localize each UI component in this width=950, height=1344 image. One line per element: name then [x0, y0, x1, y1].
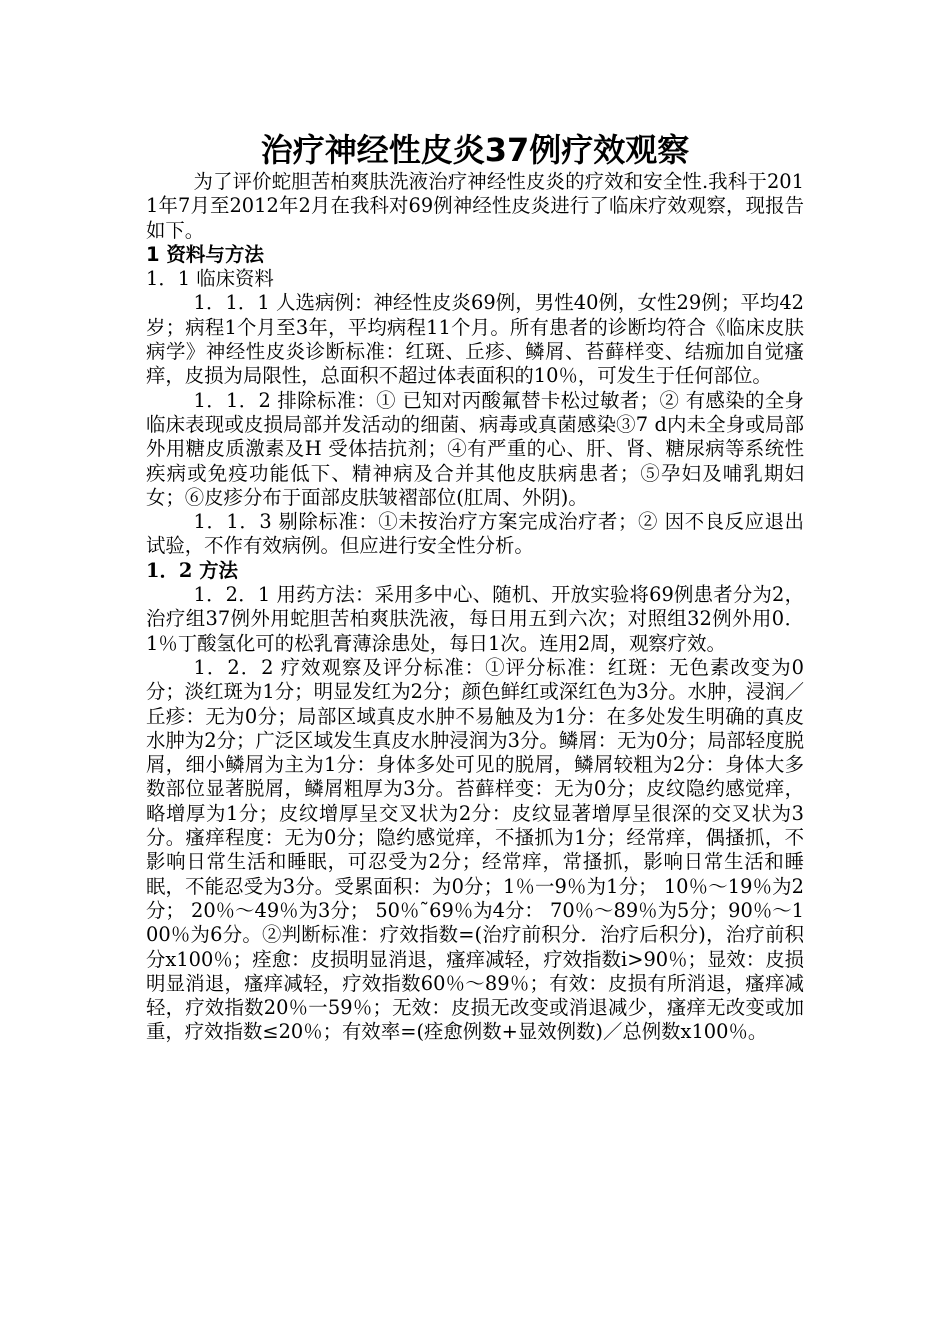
- intro-paragraph: 为了评价蛇胆苦柏爽肤洗液治疗神经性皮炎的疗效和安全性.我科于2011年7月至2012年2月在我科对69例神经性皮炎进行了临床疗效观察，现报告如下。: [146, 170, 804, 242]
- subsection-heading-clinical-data: 1．1 临床资料: [146, 267, 274, 291]
- paragraph-inclusion-cases: 1．1．1 人选病例：神经性皮炎69例，男性40例，女性29例；平均42岁；病程1个月至3年，平均病程11个月。所有患者的诊断均符合《临床皮肤病学》神经性皮炎诊断标准：红斑、丘疹、鳞屑、苔藓样变、结痂加自觉瘙痒，皮损为局限性，总面积不超过体表面积的10％，可发生于任何部位。: [146, 291, 804, 388]
- document-title: 治疗神经性皮炎37例疗效观察: [260, 131, 690, 169]
- paragraph-removal-criteria: 1．1．3 剔除标准：①未按治疗方案完成治疗者；② 因不良反应退出试验，不作有效病例。但应进行安全性分析。: [146, 510, 804, 558]
- section-heading-materials-methods: 1 资料与方法: [146, 242, 264, 266]
- paragraph-efficacy-scoring: 1．2．2 疗效观察及评分标准：①评分标准：红斑：无色素改变为0分；淡红斑为1分；明显发红为2分；颜色鲜红或深红色为3分。水肿，浸润／丘疹：无为0分；局部区域真皮水肿不易触及为1分：在多处发生明确的真皮水肿为2分；广泛区域发生真皮水肿浸润为3分。鳞屑：无为0分；局部轻度脱屑，细小鳞屑为主为1分：身体多处可见的脱屑，鳞屑较粗为2分：身体大多数部位显著脱屑，鳞屑粗厚为3分。苔藓样变：无为0分；皮纹隐约感觉痒，略增厚为1分；皮纹增厚呈交叉状为2分：皮纹显著增厚呈很深的交叉状为3分。瘙痒程度：无为0分；隐约感觉痒，不搔抓为1分；经常痒，偶搔抓，不影响日常生活和睡眠，可忍受为2分；经常痒，常搔抓，影响日常生活和睡眠，不能忍受为3分。受累面积：为0分；1％一9％为1分； 10％～19％为2分； 20％～49％为3分； 50％˜69％为4分： 70％～89％为5分；90％～100％为6分。②判断标准：疗效指数=(治疗前积分．治疗后积分)，治疗前积分x100％；痊愈：皮损明显消退，瘙痒减轻，疗效指数i>90％；显效：皮损明显消退，瘙痒减轻，疗效指数60％～89％；有效：皮损有所消退，瘙痒减轻，疗效指数20％一59％；无效：皮损无改变或消退减少，瘙痒无改变或加重，疗效指数≤20％；有效率=(痊愈例数+显效例数)／总例数x100％。: [146, 655, 804, 1044]
- paragraph-exclusion-criteria: 1．1．2 排除标准：① 已知对丙酸氟替卡松过敏者；② 有感染的全身临床表现或皮损局部并发活动的细菌、病毒或真菌感染③7 d内未全身或局部外用糖皮质激素及H 受体拮抗剂；④有严重的心、肝、肾、糖尿病等系统性疾病或免疫功能低下、精神病及合并其他皮肤病患者；⑤孕妇及哺乳期妇女；⑥皮疹分布于面部皮肤皱褶部位(肛周、外阴)。: [146, 388, 804, 509]
- subsection-heading-methods: 1．2 方法: [146, 558, 238, 582]
- document-body: [146, 170, 804, 1045]
- paragraph-medication-method: 1．2．1 用药方法：采用多中心、随机、开放实验将69例患者分为2，治疗组37例外用蛇胆苦柏爽肤洗液，每日用五到六次；对照组32例外用0．1％丁酸氢化可的松乳膏薄涂患处，每日1次。连用2周，观察疗效。: [146, 583, 804, 655]
